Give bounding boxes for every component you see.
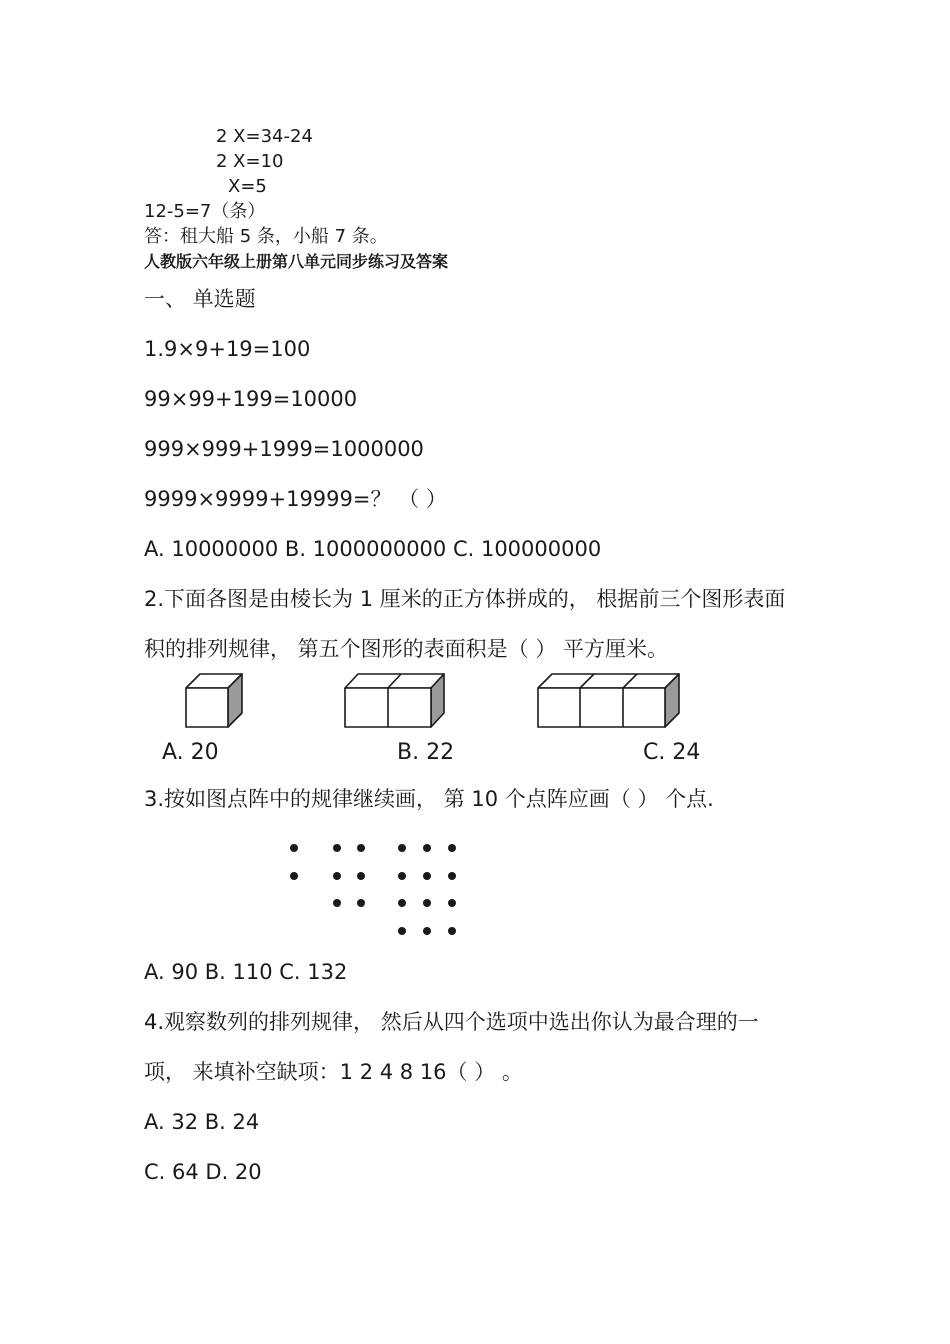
q1-line-1: 1.9×9+19=100 bbox=[144, 337, 311, 361]
equation-line-2: 2 X=10 bbox=[216, 151, 284, 172]
document-title: 人教版六年级上册第八单元同步练习及答案 bbox=[144, 252, 449, 271]
dot-matrix-2 bbox=[333, 844, 365, 907]
q1-line-4: 9999×9999+19999=？ （ ） bbox=[144, 487, 447, 511]
q4-options-2: C. 64 D. 20 bbox=[144, 1160, 262, 1184]
q3-options: A. 90 B. 110 C. 132 bbox=[144, 960, 348, 984]
figure-label-c: C. 24 bbox=[643, 740, 701, 765]
equation-line-3: X=5 bbox=[228, 176, 267, 197]
q1-line-2: 99×99+199=10000 bbox=[144, 387, 358, 411]
figure-label-a: A. 20 bbox=[162, 740, 219, 765]
q4-line-1: 4.观察数列的排列规律， 然后从四个选项中选出你认为最合理的一 bbox=[144, 1010, 759, 1034]
q2-line-1: 2.下面各图是由棱长为 1 厘米的正方体拼成的， 根据前三个图形表面 bbox=[144, 587, 786, 611]
q3-line-1: 3.按如图点阵中的规律继续画， 第 10 个点阵应画（ ） 个点. bbox=[144, 787, 714, 811]
q2-line-2: 积的排列规律， 第五个图形的表面积是（ ） 平方厘米。 bbox=[144, 637, 669, 661]
q4-options-1: A. 32 B. 24 bbox=[144, 1110, 260, 1134]
q4-line-2: 项， 来填补空缺项：1 2 4 8 16（ ） 。 bbox=[144, 1060, 523, 1084]
equation-line-1: 2 X=34-24 bbox=[216, 126, 313, 147]
dot-matrix-1 bbox=[290, 844, 298, 880]
equation-line-4: 12-5=7（条） bbox=[144, 201, 266, 222]
q1-options: A. 10000000 B. 1000000000 C. 100000000 bbox=[144, 537, 602, 561]
section-title: 一、 单选题 bbox=[144, 287, 256, 311]
figure-label-b: B. 22 bbox=[397, 740, 455, 765]
dot-matrix-3 bbox=[398, 844, 456, 935]
q1-line-3: 999×999+1999=1000000 bbox=[144, 437, 424, 461]
answer-line: 答：租大船 5 条，小船 7 条。 bbox=[144, 226, 388, 247]
